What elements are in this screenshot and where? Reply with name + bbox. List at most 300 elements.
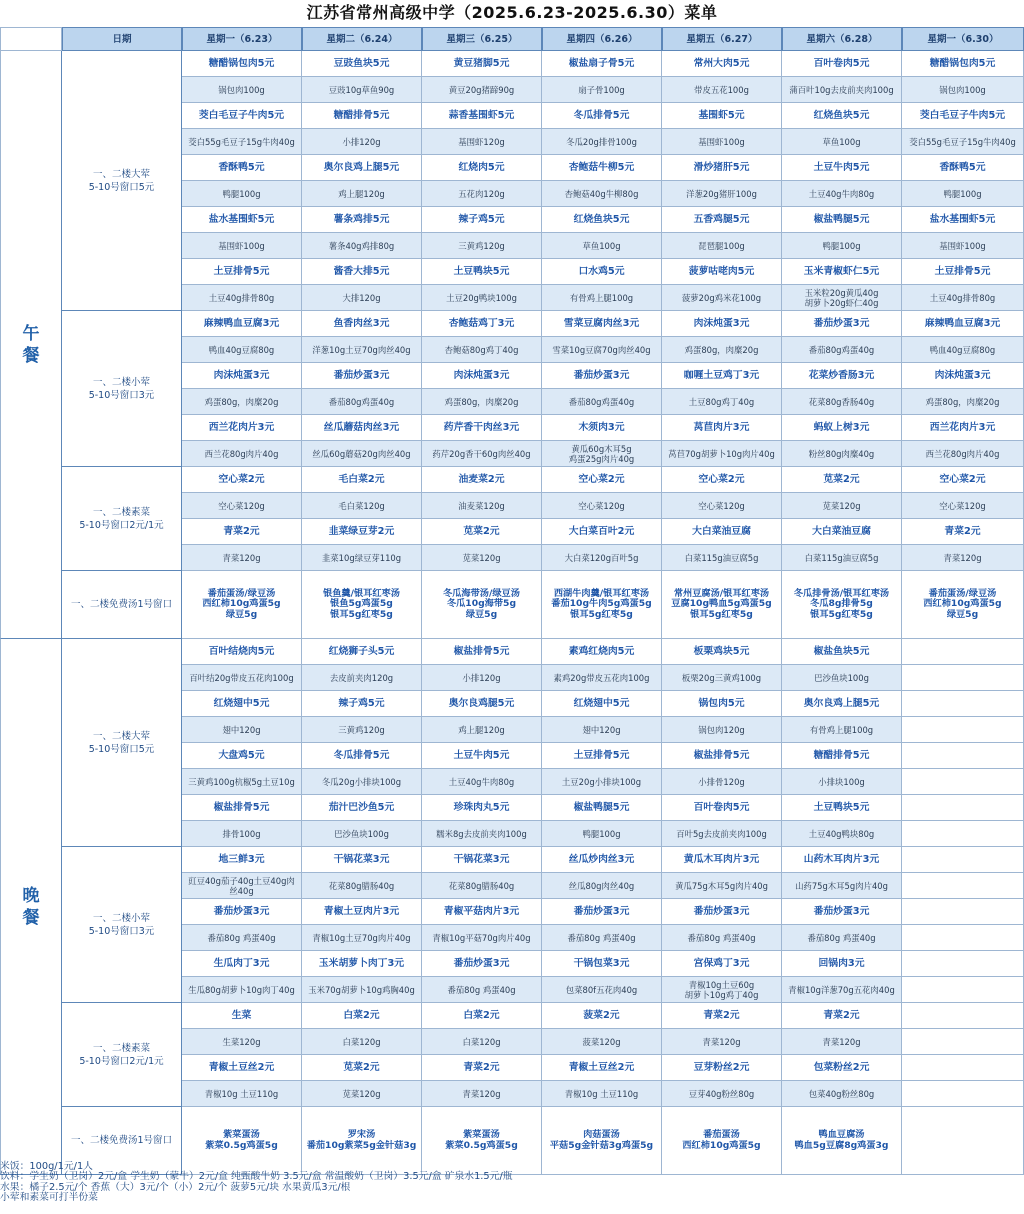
lunch-ingredients-cell: 草鱼100g [782,129,902,155]
lunch-dish-cell: 大白菜油豆腐 [662,519,782,545]
lunch-dish-cell: 豆豉鱼块5元 [302,51,422,77]
lunch-ingredients-cell: 扇子骨100g [542,77,662,103]
dinner-ingredients-cell: 翅中120g [542,717,662,743]
dinner-ingredients-cell: 青菜120g [662,1029,782,1055]
lunch-soup-cell: 番茄蛋汤/绿豆汤 西红柿10g鸡蛋5g 绿豆5g [182,571,302,639]
dinner-period-text: 晚餐 [22,885,40,928]
lunch-dish-cell: 茭白毛豆子牛肉5元 [902,103,1024,129]
lunch-ingredients-cell: 基围虾100g [182,233,302,259]
lunch-ingredients-cell: 西兰花80g肉片40g [182,441,302,467]
dinner-period-label [0,639,62,1175]
lunch-dish-cell: 蚂蚁上树3元 [782,415,902,441]
dinner-dish-cell: 生瓜肉丁3元 [182,951,302,977]
dinner-dish-cell [902,899,1024,925]
dinner-dish-cell: 番茄炒蛋3元 [662,899,782,925]
lunch-soup-cell: 冬瓜排骨汤/银耳红枣汤 冬瓜8g排骨5g 银耳5g红枣5g [782,571,902,639]
lunch-dish-cell: 椒盐扇子骨5元 [542,51,662,77]
lunch-ingredients-cell: 锅包肉100g [902,77,1024,103]
dinner-ingredients-cell: 番茄80g 鸡蛋40g [422,977,542,1003]
lunch-ingredients-cell: 洋葱10g土豆70g肉丝40g [302,337,422,363]
dinner-section-label: 一、二楼大荤 5-10号窗口5元 [62,639,182,847]
lunch-ingredients-cell: 鸡蛋80g，肉糜20g [182,389,302,415]
lunch-dish-cell: 红烧鱼块5元 [782,103,902,129]
lunch-ingredients-cell: 鸡上腿120g [302,181,422,207]
dinner-dish-cell: 锅包肉5元 [662,691,782,717]
lunch-dish-cell: 丝瓜蘑菇肉丝3元 [302,415,422,441]
lunch-soup-cell: 番茄蛋汤/绿豆汤 西红柿10g鸡蛋5g 绿豆5g [902,571,1024,639]
lunch-ingredients-cell: 五花肉120g [422,181,542,207]
lunch-dish-cell: 糖醋锅包肉5元 [902,51,1024,77]
lunch-ingredients-cell: 杏鲍菇80g鸡丁40g [422,337,542,363]
lunch-ingredients-cell: 薯条40g鸡排80g [302,233,422,259]
lunch-ingredients-cell: 鸡蛋80g，肉糜20g [422,389,542,415]
dinner-dish-cell: 糖醋排骨5元 [782,743,902,769]
lunch-dish-cell: 肉沫炖蛋3元 [182,363,302,389]
lunch-dish-cell: 酱香大排5元 [302,259,422,285]
dinner-dish-cell: 百叶结烧肉5元 [182,639,302,665]
lunch-ingredients-cell: 土豆40g牛肉80g [782,181,902,207]
lunch-ingredients-cell: 丝瓜60g蘑菇20g肉丝40g [302,441,422,467]
lunch-ingredients-cell: 土豆80g鸡丁40g [662,389,782,415]
dinner-dish-cell: 青椒土豆丝2元 [542,1055,662,1081]
lunch-ingredients-cell: 杏鲍菇40g牛柳80g [542,181,662,207]
lunch-soup-cell: 银鱼羹/银耳红枣汤 银鱼5g鸡蛋5g 银耳5g红枣5g [302,571,422,639]
dinner-ingredients-cell: 青椒10g土豆60g 胡萝卜10g鸡丁40g [662,977,782,1003]
dinner-ingredients-cell: 冬瓜20g小排块100g [302,769,422,795]
dinner-ingredients-cell: 百叶结20g带皮五花肉100g [182,665,302,691]
lunch-dish-cell: 麻辣鸭血豆腐3元 [902,311,1024,337]
lunch-dish-cell: 莴苣肉片3元 [662,415,782,441]
dinner-ingredients-cell: 豆芽40g粉丝80g [662,1081,782,1107]
dinner-dish-cell: 辣子鸡5元 [302,691,422,717]
lunch-ingredients-cell: 三黄鸡120g [422,233,542,259]
lunch-dish-cell: 红烧肉5元 [422,155,542,181]
dinner-ingredients-cell: 青椒10g 土豆110g [182,1081,302,1107]
dinner-dish-cell [902,795,1024,821]
dinner-ingredients-cell: 番茄80g 鸡蛋40g [782,925,902,951]
lunch-dish-cell: 蒜香基围虾5元 [422,103,542,129]
lunch-dish-cell: 红烧鱼块5元 [542,207,662,233]
dinner-dish-cell: 土豆鸭块5元 [782,795,902,821]
footer-fruit: 水果：橘子2.5元/个 香蕉（大）3元/个（小）2元/个 菠萝5元/块 水果黄瓜3元/根 [0,1181,351,1193]
dinner-dish-cell: 椒盐鱼块5元 [782,639,902,665]
header-corner [0,27,62,51]
dinner-soup-cell: 紫菜蛋汤 紫菜0.5g鸡蛋5g [182,1107,302,1175]
dinner-dish-cell: 干锅花菜3元 [302,847,422,873]
dinner-dish-cell [902,639,1024,665]
dinner-ingredients-cell [902,873,1024,899]
lunch-ingredients-cell: 大排120g [302,285,422,311]
dinner-ingredients-cell: 番茄80g 鸡蛋40g [182,925,302,951]
lunch-dish-cell: 百叶卷肉5元 [782,51,902,77]
dinner-soup-cell: 肉菇蛋汤 平菇5g金针菇3g鸡蛋5g [542,1107,662,1175]
dinner-dish-cell: 青菜2元 [422,1055,542,1081]
lunch-soup-cell: 西湖牛肉羹/银耳红枣汤 番茄10g牛肉5g鸡蛋5g 银耳5g红枣5g [542,571,662,639]
lunch-ingredients-cell: 黄瓜60g木耳5g 鸡蛋25g肉片40g [542,441,662,467]
dinner-dish-cell: 椒盐鸭腿5元 [542,795,662,821]
header-day-4: 星期四（6.26） [542,27,662,51]
lunch-ingredients-cell: 雪菜10g豆腐70g肉丝40g [542,337,662,363]
dinner-ingredients-cell: 素鸡20g带皮五花肉100g [542,665,662,691]
dinner-section-label: 一、二楼免费汤1号窗口 [62,1107,182,1175]
dinner-ingredients-cell: 番茄80g 鸡蛋40g [542,925,662,951]
dinner-dish-cell: 豆芽粉丝2元 [662,1055,782,1081]
dinner-ingredients-cell: 巴沙鱼块100g [302,821,422,847]
dinner-dish-cell [902,691,1024,717]
dinner-ingredients-cell: 白菜120g [302,1029,422,1055]
dinner-ingredients-cell [902,665,1024,691]
dinner-dish-cell [902,847,1024,873]
lunch-dish-cell: 肉沫炖蛋3元 [902,363,1024,389]
lunch-ingredients-cell: 大白菜120g百叶5g [542,545,662,571]
page-title: 江苏省常州高级中学（2025.6.23-2025.6.30）菜单 [306,3,718,22]
lunch-ingredients-cell: 花菜80g香肠40g [782,389,902,415]
dinner-ingredients-cell: 黄瓜75g木耳5g肉片40g [662,873,782,899]
dinner-dish-cell: 冬瓜排骨5元 [302,743,422,769]
dinner-dish-cell: 大盘鸡5元 [182,743,302,769]
lunch-period-text: 午餐 [22,323,40,366]
lunch-ingredients-cell: 空心菜120g [542,493,662,519]
dinner-dish-cell: 青椒平菇肉片3元 [422,899,542,925]
dinner-dish-cell: 山药木耳肉片3元 [782,847,902,873]
dinner-ingredients-cell: 土豆20g小排块100g [542,769,662,795]
dinner-dish-cell: 青椒土豆丝2元 [182,1055,302,1081]
lunch-ingredients-cell: 粉丝80g肉糜40g [782,441,902,467]
lunch-dish-cell: 口水鸡5元 [542,259,662,285]
lunch-dish-cell: 药芹香干肉丝3元 [422,415,542,441]
dinner-section-label: 一、二楼素菜 5-10号窗口2元/1元 [62,1003,182,1107]
lunch-ingredients-cell: 鸭腿100g [902,181,1024,207]
lunch-dish-cell: 香酥鸭5元 [182,155,302,181]
lunch-soup-cell: 常州豆腐汤/银耳红枣汤 豆腐10g鸭血5g鸡蛋5g 银耳5g红枣5g [662,571,782,639]
dinner-ingredients-cell: 锅包肉120g [662,717,782,743]
dinner-soup-cell: 罗宋汤 番茄10g紫菜5g金针菇3g [302,1107,422,1175]
dinner-ingredients-cell: 土豆40g牛肉80g [422,769,542,795]
lunch-ingredients-cell: 空心菜120g [902,493,1024,519]
dinner-ingredients-cell: 番茄80g 鸡蛋40g [662,925,782,951]
lunch-ingredients-cell: 土豆20g鸭块100g [422,285,542,311]
dinner-ingredients-cell: 鸭腿100g [542,821,662,847]
dinner-dish-cell: 黄瓜木耳肉片3元 [662,847,782,873]
dinner-dish-cell: 番茄炒蛋3元 [422,951,542,977]
dinner-dish-cell: 包菜粉丝2元 [782,1055,902,1081]
lunch-dish-cell: 雪菜豆腐肉丝3元 [542,311,662,337]
dinner-dish-cell: 奥尔良鸡腿5元 [422,691,542,717]
lunch-dish-cell: 杏鲍菇鸡丁3元 [422,311,542,337]
lunch-ingredients-cell: 药芹20g香干60g肉丝40g [422,441,542,467]
dinner-ingredients-cell [902,1081,1024,1107]
dinner-ingredients-cell: 糯米8g去皮前夹肉100g [422,821,542,847]
dinner-ingredients-cell: 青菜120g [422,1081,542,1107]
lunch-ingredients-cell: 有骨鸡上腿100g [542,285,662,311]
dinner-ingredients-cell: 三黄鸡100g杭椒5g土豆10g [182,769,302,795]
dinner-dish-cell: 回锅肉3元 [782,951,902,977]
dinner-ingredients-cell: 白菜120g [422,1029,542,1055]
header-day-3: 星期三（6.25） [422,27,542,51]
dinner-ingredients-cell: 山药75g木耳5g肉片40g [782,873,902,899]
lunch-ingredients-cell: 土豆40g排骨80g [182,285,302,311]
lunch-ingredients-cell: 空心菜120g [182,493,302,519]
dinner-dish-cell: 苋菜2元 [302,1055,422,1081]
lunch-ingredients-cell: 青菜120g [902,545,1024,571]
lunch-ingredients-cell: 锅包肉100g [182,77,302,103]
lunch-ingredients-cell: 毛白菜120g [302,493,422,519]
header-day-5: 星期五（6.27） [662,27,782,51]
lunch-dish-cell: 大白菜百叶2元 [542,519,662,545]
footer-rice: 米饭：100g/1元/1人 [0,1161,93,1172]
lunch-dish-cell: 苋菜2元 [422,519,542,545]
dinner-ingredients-cell: 有骨鸡上腿100g [782,717,902,743]
dinner-ingredients-cell: 苋菜120g [302,1081,422,1107]
lunch-dish-cell: 麻辣鸭血豆腐3元 [182,311,302,337]
dinner-ingredients-cell: 百叶5g去皮前夹肉100g [662,821,782,847]
dinner-dish-cell: 干锅花菜3元 [422,847,542,873]
lunch-section-label: 一、二楼小荤 5-10号窗口3元 [62,311,182,467]
lunch-dish-cell: 木须肉3元 [542,415,662,441]
lunch-dish-cell: 糖醋排骨5元 [302,103,422,129]
dinner-dish-cell: 椒盐排骨5元 [422,639,542,665]
dinner-ingredients-cell: 青椒10g洋葱70g五花肉40g [782,977,902,1003]
dinner-ingredients-cell [902,1029,1024,1055]
lunch-dish-cell: 韭菜绿豆芽2元 [302,519,422,545]
header-row [0,27,1024,51]
lunch-ingredients-cell: 鸭血40g豆腐80g [902,337,1024,363]
dinner-dish-cell: 白菜2元 [422,1003,542,1029]
lunch-dish-cell: 大白菜油豆腐 [782,519,902,545]
lunch-ingredients-cell: 番茄80g鸡蛋40g [302,389,422,415]
lunch-dish-cell: 青菜2元 [182,519,302,545]
lunch-dish-cell: 土豆牛肉5元 [782,155,902,181]
lunch-ingredients-cell: 带皮五花100g [662,77,782,103]
dinner-ingredients-cell: 巴沙鱼块100g [782,665,902,691]
lunch-dish-cell: 西兰花肉片3元 [182,415,302,441]
header-day-2: 星期二（6.24） [302,27,422,51]
lunch-dish-cell: 咖喱土豆鸡丁3元 [662,363,782,389]
lunch-ingredients-cell: 韭菜10g绿豆芽110g [302,545,422,571]
dinner-ingredients-cell: 玉米70g胡萝卜10g鸡胸40g [302,977,422,1003]
dinner-dish-cell: 番茄炒蛋3元 [542,899,662,925]
lunch-ingredients-cell: 番茄80g鸡蛋40g [542,389,662,415]
dinner-dish-cell: 青菜2元 [782,1003,902,1029]
lunch-dish-cell: 花菜炒香肠3元 [782,363,902,389]
lunch-ingredients-cell: 鸡蛋80g，肉糜20g [662,337,782,363]
lunch-ingredients-cell: 番茄80g鸡蛋40g [782,337,902,363]
lunch-ingredients-cell: 鸭血40g豆腐80g [182,337,302,363]
dinner-ingredients-cell: 排骨100g [182,821,302,847]
lunch-ingredients-cell: 黄豆20g猪蹄90g [422,77,542,103]
dinner-dish-cell: 珍珠肉丸5元 [422,795,542,821]
lunch-ingredients-cell: 白菜115g油豆腐5g [662,545,782,571]
dinner-dish-cell: 番茄炒蛋3元 [782,899,902,925]
lunch-dish-cell: 椒盐鸭腿5元 [782,207,902,233]
lunch-dish-cell: 常州大肉5元 [662,51,782,77]
dinner-ingredients-cell [902,925,1024,951]
dinner-ingredients-cell: 小排120g [422,665,542,691]
lunch-dish-cell: 盐水基围虾5元 [182,207,302,233]
lunch-dish-cell: 菠萝咕咾肉5元 [662,259,782,285]
dinner-dish-cell: 白菜2元 [302,1003,422,1029]
dinner-dish-cell: 红烧翅中5元 [182,691,302,717]
lunch-section-label: 一、二楼免费汤1号窗口 [62,571,182,639]
dinner-ingredients-cell: 花菜80g腊肠40g [302,873,422,899]
lunch-dish-cell: 冬瓜排骨5元 [542,103,662,129]
lunch-dish-cell: 土豆鸭块5元 [422,259,542,285]
dinner-dish-cell: 丝瓜炒肉丝3元 [542,847,662,873]
dinner-dish-cell: 椒盐排骨5元 [662,743,782,769]
lunch-dish-cell: 基围虾5元 [662,103,782,129]
lunch-dish-cell: 鱼香肉丝3元 [302,311,422,337]
lunch-ingredients-cell: 白菜115g油豆腐5g [782,545,902,571]
lunch-ingredients-cell: 豆豉10g草鱼90g [302,77,422,103]
dinner-dish-cell: 百叶卷肉5元 [662,795,782,821]
footer-drinks: 饮料：学生奶（卫岗）2元/盒 学生奶（蒙牛）2元/盒 纯甄酸牛奶 3.5元/盒 常温酸奶（卫岗）3.5元/盒 矿泉水1.5元/瓶 [0,1171,513,1183]
footer-half-portion: 小荤和素菜可打半份菜 [0,1192,98,1204]
dinner-dish-cell: 红烧翅中5元 [542,691,662,717]
lunch-dish-cell: 香酥鸭5元 [902,155,1024,181]
dinner-dish-cell: 玉米胡萝卜肉丁3元 [302,951,422,977]
lunch-dish-cell: 薯条鸡排5元 [302,207,422,233]
dinner-ingredients-cell: 小排块100g [782,769,902,795]
header-day-6: 星期六（6.28） [782,27,902,51]
lunch-ingredients-cell: 菠萝20g鸡米花100g [662,285,782,311]
dinner-dish-cell: 地三鲜3元 [182,847,302,873]
lunch-dish-cell: 土豆排骨5元 [182,259,302,285]
dinner-ingredients-cell: 包菜40g粉丝80g [782,1081,902,1107]
lunch-ingredients-cell: 空心菜120g [662,493,782,519]
dinner-ingredients-cell [902,977,1024,1003]
dinner-ingredients-cell: 青椒10g 土豆110g [542,1081,662,1107]
dinner-dish-cell: 素鸡红烧肉5元 [542,639,662,665]
lunch-dish-cell: 奥尔良鸡上腿5元 [302,155,422,181]
lunch-ingredients-cell: 茭白55g毛豆子15g牛肉40g [902,129,1024,155]
dinner-soup-cell: 番茄蛋汤 西红柿10g鸡蛋5g [662,1107,782,1175]
lunch-dish-cell: 肉沫炖蛋3元 [422,363,542,389]
dinner-dish-cell: 板栗鸡块5元 [662,639,782,665]
dinner-ingredients-cell: 花菜80g腊肠40g [422,873,542,899]
lunch-ingredients-cell: 鸡蛋80g，肉糜20g [902,389,1024,415]
lunch-dish-cell: 黄豆猪脚5元 [422,51,542,77]
header-day-7: 星期一（6.30） [902,27,1024,51]
dinner-soup-cell: 紫菜蛋汤 紫菜0.5g鸡蛋5g [422,1107,542,1175]
dinner-dish-cell: 番茄炒蛋3元 [182,899,302,925]
lunch-dish-cell: 番茄炒蛋3元 [302,363,422,389]
lunch-dish-cell: 苋菜2元 [782,467,902,493]
lunch-ingredients-cell: 苋菜120g [782,493,902,519]
header-day-1: 星期一（6.23） [182,27,302,51]
lunch-dish-cell: 盐水基围虾5元 [902,207,1024,233]
dinner-dish-cell: 生菜 [182,1003,302,1029]
dinner-ingredients-cell [902,821,1024,847]
lunch-ingredients-cell: 琵琶腿100g [662,233,782,259]
lunch-ingredients-cell: 鸭腿100g [182,181,302,207]
lunch-dish-cell: 空心菜2元 [542,467,662,493]
lunch-dish-cell: 油麦菜2元 [422,467,542,493]
dinner-ingredients-cell: 土豆40g鸭块80g [782,821,902,847]
lunch-ingredients-cell: 小排120g [302,129,422,155]
lunch-ingredients-cell: 基围虾120g [422,129,542,155]
lunch-ingredients-cell: 油麦菜120g [422,493,542,519]
dinner-ingredients-cell: 翅中120g [182,717,302,743]
lunch-dish-cell: 西兰花肉片3元 [902,415,1024,441]
header-date-label: 日期 [62,27,182,51]
lunch-ingredients-cell: 蒲百叶10g去皮前夹肉100g [782,77,902,103]
dinner-dish-cell: 宫保鸡丁3元 [662,951,782,977]
dinner-dish-cell: 红烧狮子头5元 [302,639,422,665]
dinner-dish-cell [902,1055,1024,1081]
lunch-dish-cell: 番茄炒蛋3元 [782,311,902,337]
lunch-ingredients-cell: 苋菜120g [422,545,542,571]
dinner-ingredients-cell [902,769,1024,795]
dinner-dish-cell [902,951,1024,977]
dinner-ingredients-cell: 去皮前夹肉120g [302,665,422,691]
dinner-dish-cell: 菠菜2元 [542,1003,662,1029]
dinner-ingredients-cell: 菠菜120g [542,1029,662,1055]
dinner-dish-cell [902,1003,1024,1029]
lunch-ingredients-cell: 青菜120g [182,545,302,571]
dinner-dish-cell: 椒盐排骨5元 [182,795,302,821]
dinner-soup-cell: 鸭血豆腐汤 鸭血5g豆腐8g鸡蛋3g [782,1107,902,1175]
footer-notes [0,1162,1024,1204]
lunch-dish-cell: 糖醋锅包肉5元 [182,51,302,77]
lunch-ingredients-cell: 土豆40g排骨80g [902,285,1024,311]
lunch-dish-cell: 青菜2元 [902,519,1024,545]
lunch-dish-cell: 茭白毛豆子牛肉5元 [182,103,302,129]
lunch-section-label: 一、二楼大荤 5-10号窗口5元 [62,51,182,311]
lunch-ingredients-cell: 玉米粒20g黄瓜40g 胡萝卜20g虾仁40g [782,285,902,311]
lunch-dish-cell: 肉沫炖蛋3元 [662,311,782,337]
lunch-dish-cell: 滑炒猪肝5元 [662,155,782,181]
lunch-ingredients-cell: 基围虾100g [662,129,782,155]
lunch-dish-cell: 玉米青椒虾仁5元 [782,259,902,285]
lunch-section-label: 一、二楼素菜 5-10号窗口2元/1元 [62,467,182,571]
lunch-dish-cell: 五香鸡腿5元 [662,207,782,233]
lunch-dish-cell: 土豆排骨5元 [902,259,1024,285]
dinner-ingredients-cell: 三黄鸡120g [302,717,422,743]
dinner-dish-cell: 青菜2元 [662,1003,782,1029]
dinner-dish-cell: 土豆排骨5元 [542,743,662,769]
dinner-ingredients-cell: 生菜120g [182,1029,302,1055]
dinner-ingredients-cell: 包菜80f五花肉40g [542,977,662,1003]
dinner-dish-cell: 干锅包菜3元 [542,951,662,977]
lunch-ingredients-cell: 冬瓜20g排骨100g [542,129,662,155]
lunch-ingredients-cell: 茭白55g毛豆子15g牛肉40g [182,129,302,155]
dinner-ingredients-cell: 丝瓜80g肉丝40g [542,873,662,899]
lunch-ingredients-cell: 基围虾100g [902,233,1024,259]
lunch-dish-cell: 毛白菜2元 [302,467,422,493]
dinner-ingredients-cell: 小排骨120g [662,769,782,795]
lunch-ingredients-cell: 洋葱20g猪肝100g [662,181,782,207]
lunch-soup-cell: 冬瓜海带汤/绿豆汤 冬瓜10g海带5g 绿豆5g [422,571,542,639]
dinner-ingredients-cell [902,717,1024,743]
lunch-ingredients-cell: 莴苣70g胡萝卜10g肉片40g [662,441,782,467]
lunch-ingredients-cell: 西兰花80g肉片40g [902,441,1024,467]
lunch-dish-cell: 辣子鸡5元 [422,207,542,233]
dinner-dish-cell: 茄汁巴沙鱼5元 [302,795,422,821]
dinner-section-label: 一、二楼小荤 5-10号窗口3元 [62,847,182,1003]
dinner-ingredients-cell: 板栗20g三黄鸡100g [662,665,782,691]
lunch-dish-cell: 番茄炒蛋3元 [542,363,662,389]
dinner-ingredients-cell: 青椒10g平菇70g肉片40g [422,925,542,951]
lunch-dish-cell: 空心菜2元 [902,467,1024,493]
dinner-ingredients-cell: 鸡上腿120g [422,717,542,743]
lunch-dish-cell: 杏鲍菇牛柳5元 [542,155,662,181]
dinner-ingredients-cell: 生瓜80g胡萝卜10g肉丁40g [182,977,302,1003]
dinner-ingredients-cell: 青椒10g土豆70g肉片40g [302,925,422,951]
dinner-ingredients-cell: 青菜120g [782,1029,902,1055]
lunch-dish-cell: 空心菜2元 [662,467,782,493]
dinner-ingredients-cell: 豇豆40g茄子40g土豆40g肉 丝40g [182,873,302,899]
lunch-ingredients-cell: 草鱼100g [542,233,662,259]
